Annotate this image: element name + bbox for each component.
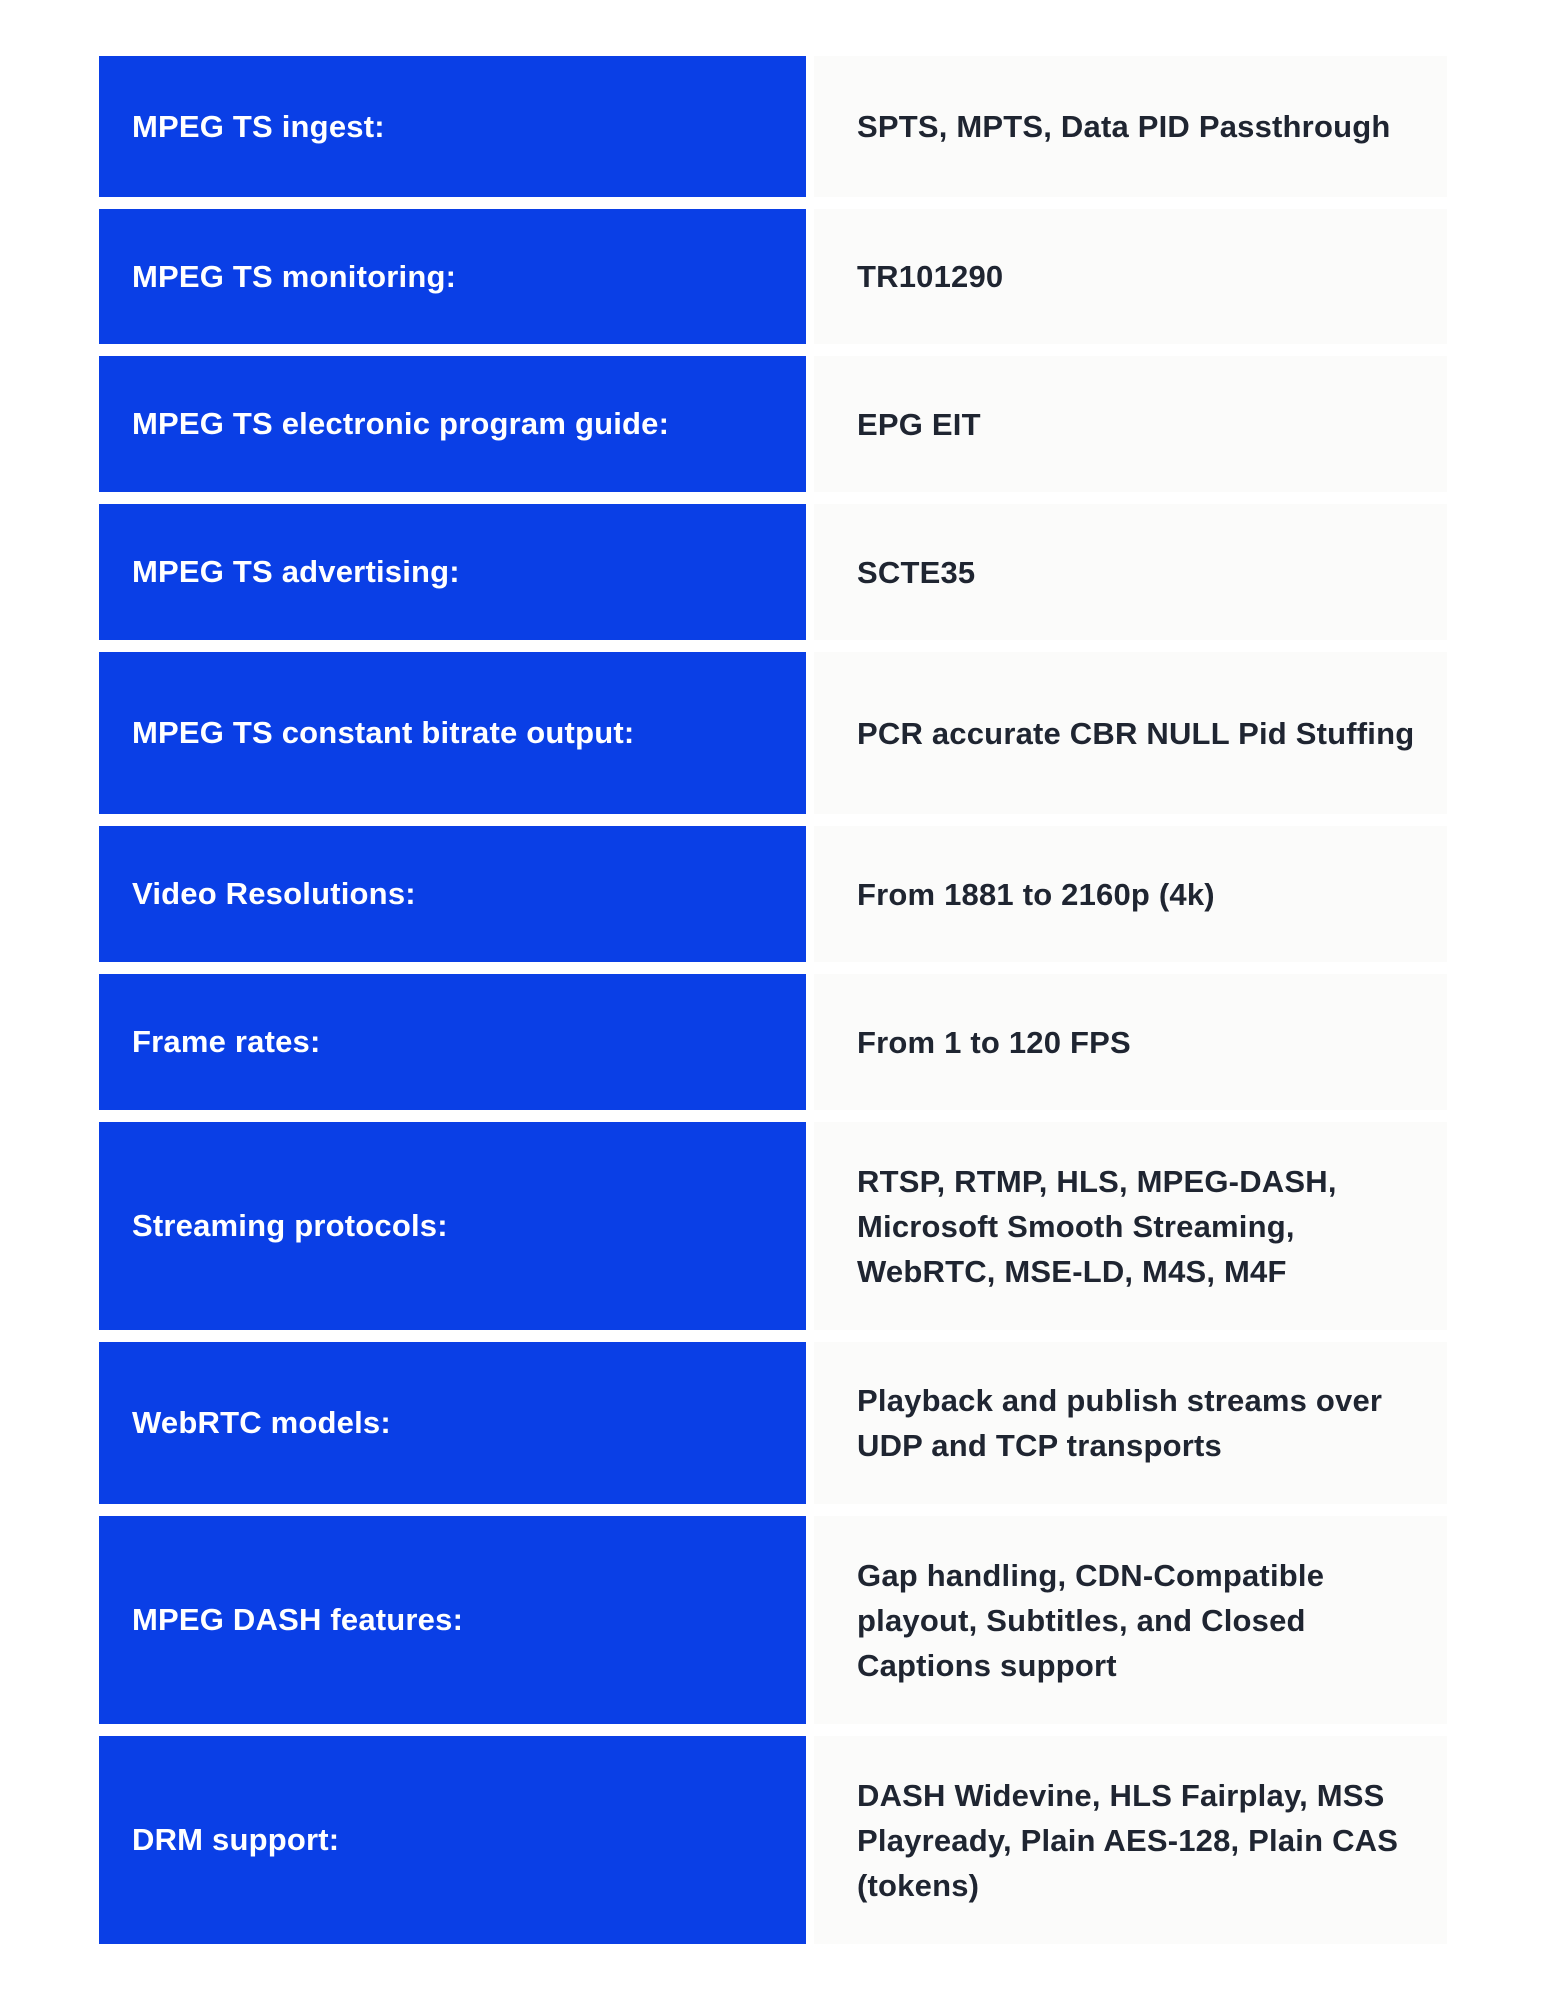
spec-row-mpeg-ts-cbr-output	[99, 652, 1447, 814]
spec-row-mpeg-ts-ingest	[99, 56, 1447, 197]
spec-value	[814, 826, 1447, 962]
spec-value	[814, 356, 1447, 492]
spec-row-frame-rates	[99, 974, 1447, 1110]
spec-value-text: PCR accurate CBR NULL Pid Stuffing	[857, 715, 1415, 751]
spec-label: MPEG TS monitoring:	[99, 209, 806, 344]
spec-value	[814, 974, 1447, 1110]
spec-value	[814, 56, 1447, 197]
spec-value-text: From 1881 to 2160p (4k)	[857, 876, 1215, 912]
spec-value-text: Playback and publish streams over UDP and TCP transports	[857, 1383, 1383, 1463]
spec-value	[814, 209, 1447, 344]
spec-table	[99, 56, 1447, 1944]
spec-value-text: From 1 to 120 FPS	[857, 1024, 1131, 1060]
spec-row-mpeg-dash-features	[99, 1516, 1447, 1724]
spec-value-text: DASH Widevine, HLS Fairplay, MSS Playready, Plain AES-128, Plain CAS (tokens)	[857, 1777, 1399, 1903]
spec-row-drm-support	[99, 1736, 1447, 1944]
spec-value-text: Gap handling, CDN-Compatible playout, Subtitles, and Closed Captions support	[857, 1557, 1325, 1683]
spec-value-text: RTSP, RTMP, HLS, MPEG-DASH, Microsoft Smooth Streaming, WebRTC, MSE-LD, M4S, M4F	[857, 1163, 1337, 1289]
spec-row-mpeg-ts-monitoring	[99, 209, 1447, 344]
spec-label: MPEG TS ingest:	[99, 56, 806, 197]
spec-value	[814, 1736, 1447, 1944]
spec-row-video-resolutions	[99, 826, 1447, 962]
spec-value	[814, 1342, 1447, 1504]
spec-label: Frame rates:	[99, 974, 806, 1110]
spec-label: MPEG DASH features:	[99, 1516, 806, 1724]
spec-row-mpeg-ts-epg	[99, 356, 1447, 492]
spec-value	[814, 504, 1447, 640]
spec-row-webrtc-models	[99, 1342, 1447, 1504]
spec-value-text: EPG EIT	[857, 406, 981, 442]
spec-label: Streaming protocols:	[99, 1122, 806, 1330]
spec-value-text: TR101290	[857, 259, 1004, 294]
spec-value	[814, 1516, 1447, 1724]
spec-label: MPEG TS constant bitrate output:	[99, 652, 806, 814]
spec-row-streaming-protocols	[99, 1122, 1447, 1330]
spec-value	[814, 652, 1447, 814]
spec-label: MPEG TS advertising:	[99, 504, 806, 640]
spec-row-mpeg-ts-advertising	[99, 504, 1447, 640]
spec-label: WebRTC models:	[99, 1342, 806, 1504]
spec-value	[814, 1122, 1447, 1330]
spec-label: DRM support:	[99, 1736, 806, 1944]
spec-value-text: SPTS, MPTS, Data PID Passthrough	[857, 109, 1391, 144]
spec-label: Video Resolutions:	[99, 826, 806, 962]
spec-label: MPEG TS electronic program guide:	[99, 356, 806, 492]
spec-value-text: SCTE35	[857, 554, 976, 590]
